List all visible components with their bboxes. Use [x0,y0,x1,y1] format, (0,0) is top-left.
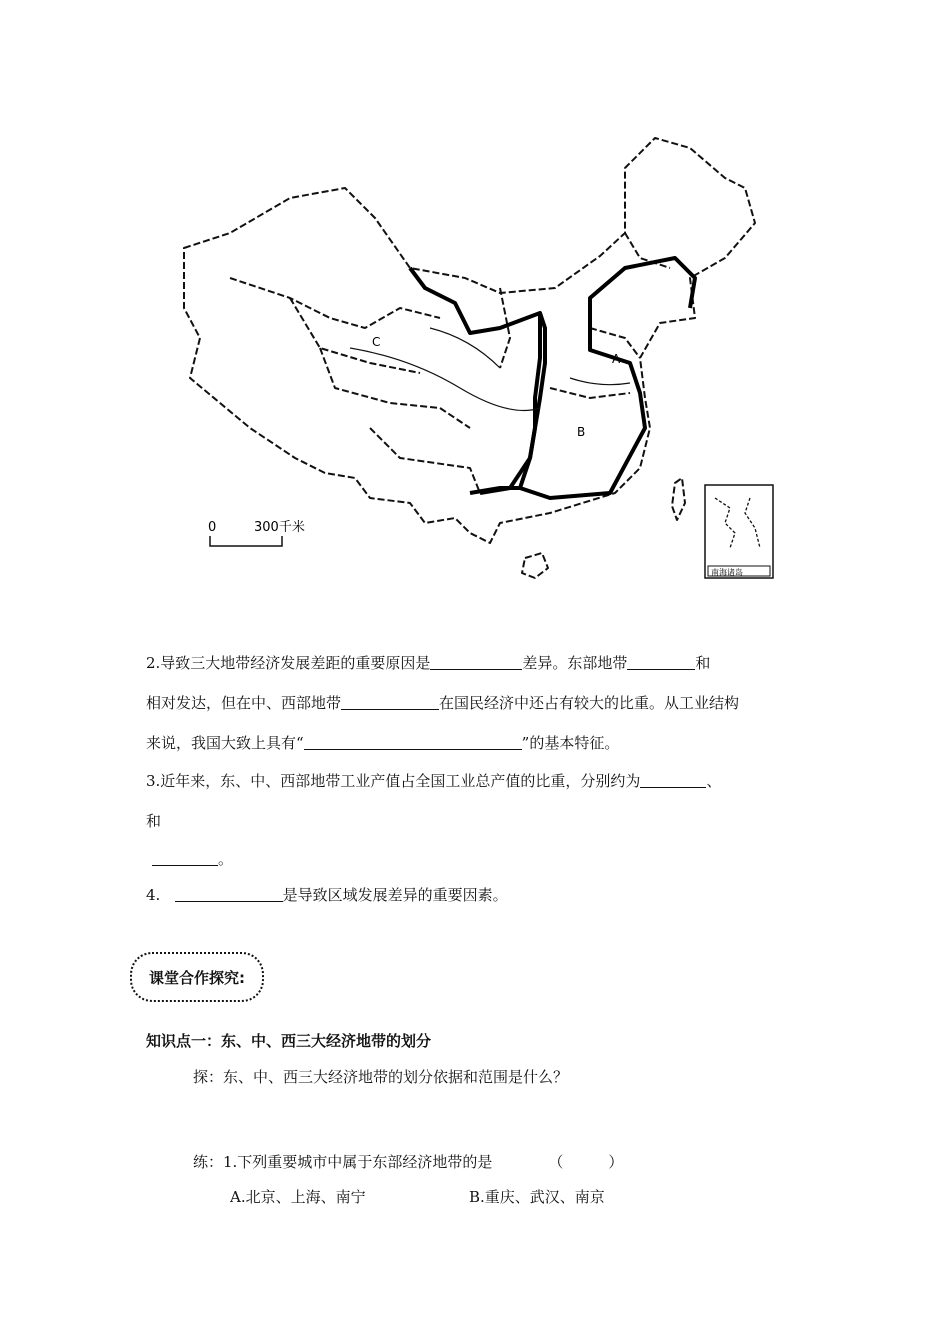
taiwan-island [672,478,685,520]
river [570,378,630,385]
label-a: A [612,352,621,366]
q2-line-1: 2.导致三大地带经济发展差距的重要原因是 差异。东部地带 和 [146,654,711,672]
answer-blank[interactable] [341,694,439,710]
label-b: B [577,425,586,439]
inset-label: 南海诸岛 [711,568,743,577]
boundary-east-central [410,258,695,498]
option-a[interactable]: A.北京、上海、南宁 [230,1188,366,1206]
q3-line-2: 和 [146,812,162,830]
country-outline [184,138,755,543]
explore-question: 探：东、中、西三大经济地带的划分依据和范围是什么？ [193,1068,569,1086]
q4-line: 4. 是导致区域发展差异的重要因素。 [146,886,508,904]
province-border [550,388,630,398]
answer-blank[interactable] [627,654,695,670]
answer-blank[interactable] [175,886,283,902]
river [350,348,540,411]
answer-blank[interactable] [304,734,522,750]
province-border [230,278,440,328]
q3-line-3: 。 [152,848,233,869]
section-badge: 课堂合作探究: [130,952,264,1002]
answer-paren[interactable]: （ ） [548,1153,624,1171]
hainan-island [522,553,548,578]
answer-blank[interactable] [640,772,706,788]
answer-blank[interactable] [152,850,218,866]
scale-zero: 0 [208,520,217,535]
answer-blank[interactable] [430,654,522,670]
q2-line-3: 来说，我国大致上具有“ ”的基本特征。 [146,734,620,752]
knowledge-point-title: 知识点一：东、中、西三大经济地带的划分 [146,1032,432,1050]
china-economic-zones-map [170,128,800,598]
scale-value: 300千米 [254,520,305,535]
q2-line-2: 相对发达，但在中、西部地带 在国民经济中还占有较大的比重。从工业结构 [146,694,740,712]
scale-bar [208,519,305,546]
province-border [370,428,480,493]
q3-line-1: 3.近年来，东、中、西部地带工业产值占全国工业总产值的比重，分别约为 、 [146,772,722,790]
province-border [320,348,470,428]
map-svg [170,128,800,598]
province-border [290,298,420,373]
label-c: C [372,335,381,349]
river [430,328,500,368]
option-b[interactable]: B.重庆、武汉、南京 [469,1188,605,1206]
practice-question: 练：1.下列重要城市中属于东部经济地带的是 （ ） [193,1153,624,1171]
south-china-sea-inset [705,485,773,578]
